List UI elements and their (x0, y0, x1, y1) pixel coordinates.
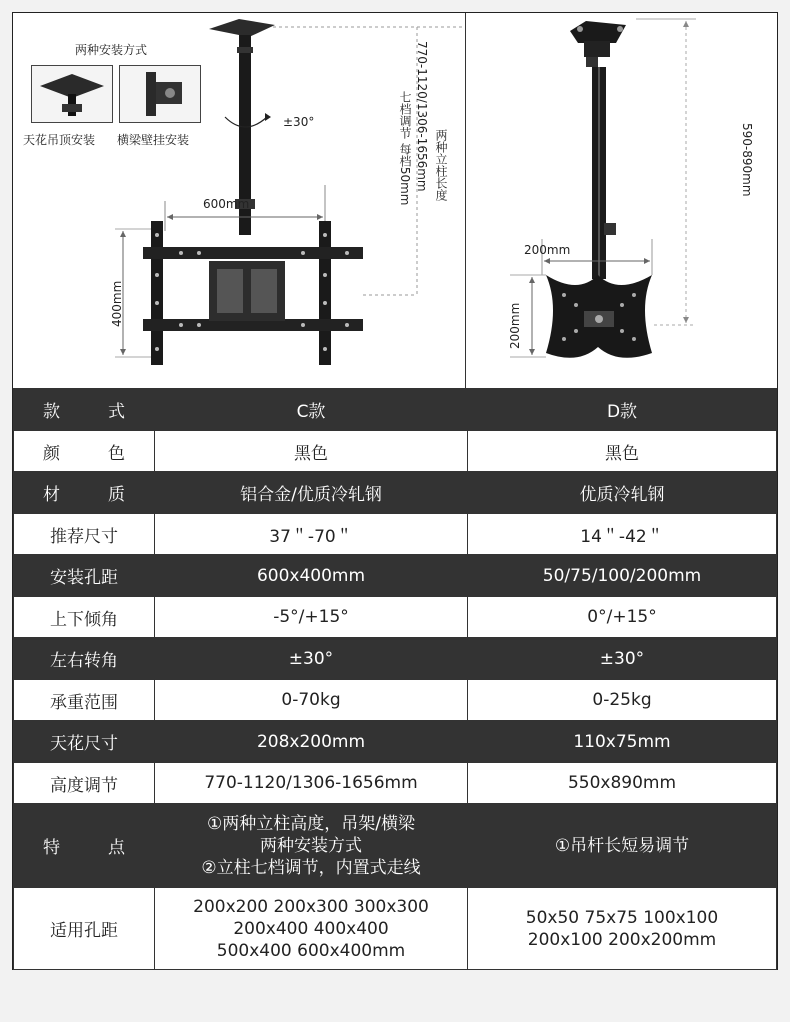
features-c-line: ②立柱七档调节，内置式走线 (201, 857, 421, 878)
row-value-d: 0°/+15° (468, 597, 777, 638)
product-figures (13, 13, 777, 388)
row-value-d: 黑色 (468, 431, 777, 472)
row-value-c: 600x400mm (155, 555, 468, 597)
features-c (155, 804, 468, 888)
features-c-line: 两种安装方式 (260, 835, 362, 856)
holes-d-line: 50x50 75x75 100x100 (525, 907, 719, 928)
row-value-c: 铝合金/优质冷轧钢 (155, 472, 468, 514)
install-methods-title: 两种安装方式 (75, 43, 148, 57)
row-key: 推荐尺寸 (14, 514, 155, 555)
table-row (14, 763, 777, 804)
features-d (468, 804, 777, 888)
row-value-c: 37＂-70＂ (155, 514, 468, 555)
figure-c (13, 13, 466, 388)
features-row (14, 804, 777, 888)
table-row (14, 680, 777, 721)
pole-length-title: 两种立柱长度 (434, 129, 448, 201)
rotation-angle: ±30° (283, 115, 315, 129)
row-value-c: 208x200mm (155, 721, 468, 763)
row-key: 材质 (14, 472, 155, 514)
row-value-d: 50/75/100/200mm (468, 555, 777, 597)
features-c-line: ①两种立柱高度，吊架/横梁 (207, 813, 415, 834)
table-row (14, 638, 777, 680)
height-dimension-c: 400mm (110, 280, 124, 327)
table-row (14, 472, 777, 514)
header-c: C款 (155, 389, 468, 431)
pole-length-range: 770-1120/1306-1656mm (415, 41, 429, 192)
width-dimension-c: 600mm (203, 197, 250, 211)
row-key: 左右转角 (14, 638, 155, 680)
table-row (14, 514, 777, 555)
table-row (14, 555, 777, 597)
width-dimension-d: 200mm (524, 243, 571, 257)
height-dimension-d: 590-890mm (740, 123, 754, 197)
row-value-d: 550x890mm (468, 763, 777, 804)
row-key: 颜色 (14, 431, 155, 472)
row-value-d: ±30° (468, 638, 777, 680)
header-d: D款 (468, 389, 777, 431)
plate-dimension-d: 200mm (508, 302, 522, 349)
header-key: 款式 (14, 389, 155, 431)
ceiling-install-label: 天花吊顶安装 (23, 133, 96, 147)
table-row (14, 597, 777, 638)
holes-c-line: 200x400 400x400 (233, 918, 389, 939)
row-value-c: 0-70kg (155, 680, 468, 721)
holes-key: 适用孔距 (14, 888, 155, 970)
figure-d (466, 13, 777, 388)
row-value-c: 770-1120/1306-1656mm (155, 763, 468, 804)
spec-table (13, 388, 777, 970)
holes-c (155, 888, 468, 970)
row-key: 承重范围 (14, 680, 155, 721)
row-value-d: 0-25kg (468, 680, 777, 721)
holes-c-line: 500x400 600x400mm (216, 940, 406, 961)
holes-c-line: 200x200 200x300 300x300 (193, 896, 429, 917)
row-value-d: 110x75mm (468, 721, 777, 763)
holes-d (468, 888, 777, 970)
pole-length-steps: 七档调节 每档50mm (398, 91, 412, 206)
row-key: 高度调节 (14, 763, 155, 804)
holes-d-line: 200x100 200x200mm (527, 929, 717, 950)
row-key: 上下倾角 (14, 597, 155, 638)
product-spec-sheet (12, 12, 778, 970)
row-key: 安装孔距 (14, 555, 155, 597)
row-value-d: 14＂-42＂ (468, 514, 777, 555)
row-value-c: -5°/+15° (155, 597, 468, 638)
features-key: 特点 (14, 804, 155, 888)
beam-install-label: 横梁壁挂安装 (117, 133, 190, 147)
features-d-line: ①吊杆长短易调节 (554, 835, 690, 856)
table-row (14, 431, 777, 472)
table-row (14, 721, 777, 763)
row-value-c: ±30° (155, 638, 468, 680)
row-value-c: 黑色 (155, 431, 468, 472)
row-value-d: 优质冷轧钢 (468, 472, 777, 514)
row-key: 天花尺寸 (14, 721, 155, 763)
table-header-row (14, 389, 777, 431)
holes-row (14, 888, 777, 970)
